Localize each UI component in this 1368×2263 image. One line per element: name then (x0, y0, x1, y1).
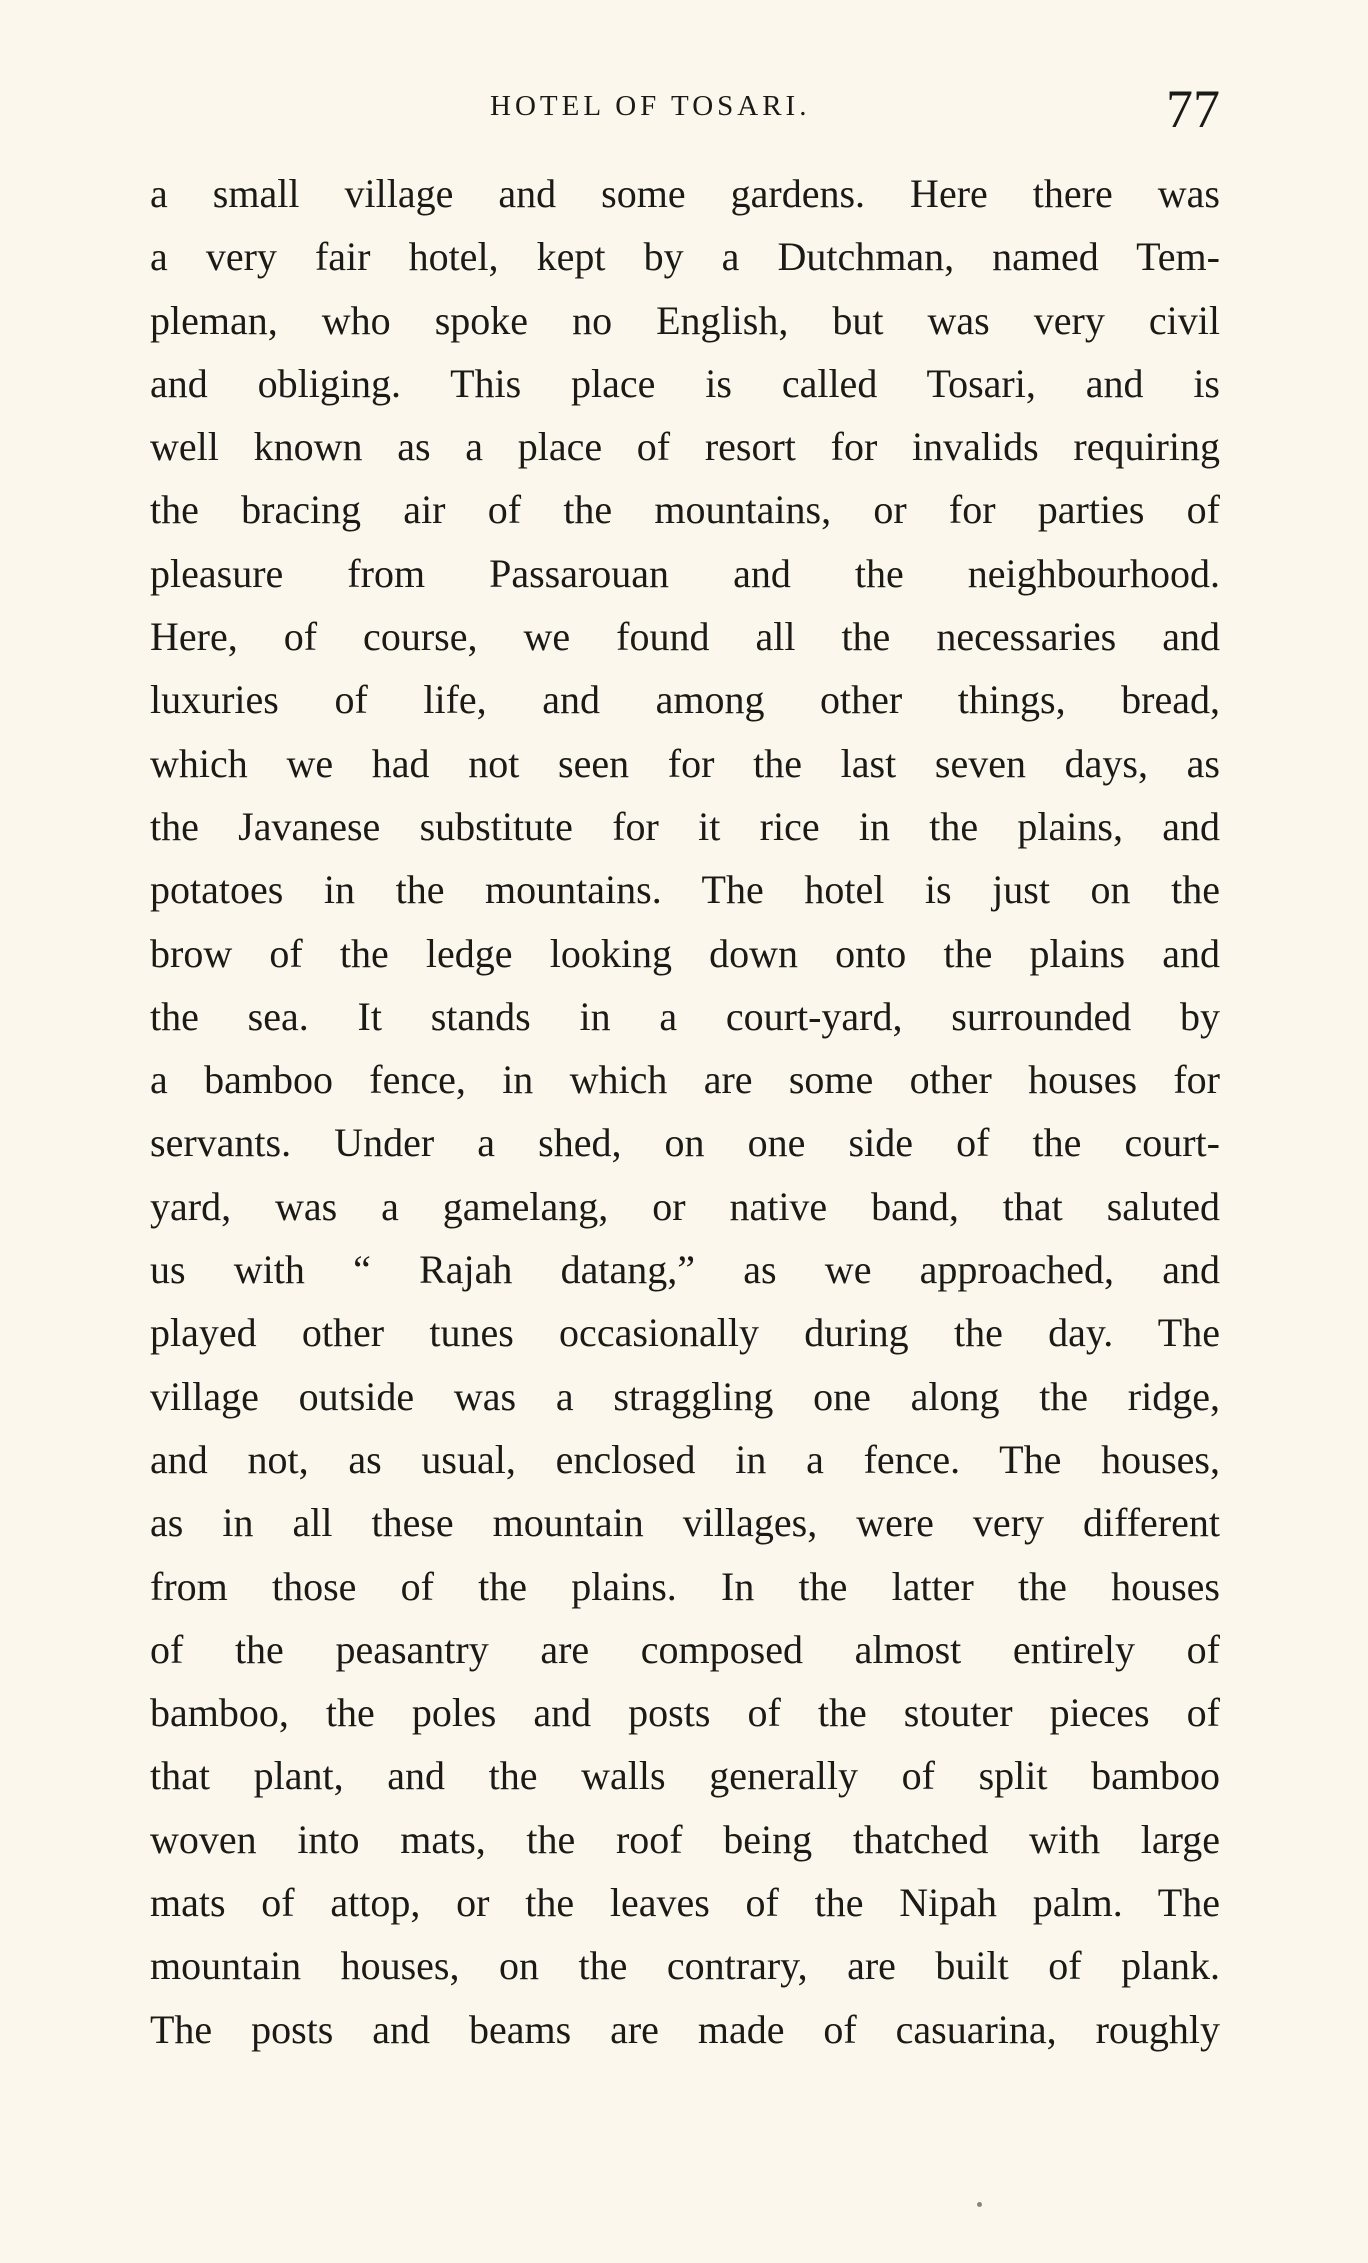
text-line: a small village and some gardens. Here there was (150, 171, 1220, 216)
text-line: as in all these mountain villages, were very different (150, 1500, 1220, 1546)
text-line: and not, as usual, enclosed in a fence. The houses, (150, 1436, 1220, 1482)
text-line: from those of the plains. In the latter the houses (150, 1563, 1220, 1609)
text-line: village outside was a straggling one along the ridge, (150, 1373, 1220, 1419)
page-number: 77 (1166, 79, 1220, 139)
text-line: bamboo, the poles and posts of the stouter pieces of (150, 1690, 1220, 1736)
text-line: and obliging. This place is called Tosari, and is (150, 360, 1220, 406)
text-line: the sea. It stands in a court-yard, surrounded by (150, 993, 1220, 1039)
text-line: mountain houses, on the contrary, are built of plank. (150, 1943, 1220, 1989)
ink-speck (977, 2202, 982, 2207)
text-line: the Javanese substitute for it rice in the plains, and (150, 803, 1220, 849)
running-title: HOTEL OF TOSARI. (490, 90, 811, 122)
text-line: luxuries of life, and among other things, bread, (150, 677, 1220, 723)
text-line: brow of the ledge looking down onto the plains and (150, 930, 1220, 976)
text-line: well known as a place of resort for invalids requiring (150, 424, 1220, 470)
text-line: Here, of course, we found all the necessaries and (150, 614, 1220, 660)
text-line: which we had not seen for the last seven days, as (150, 740, 1220, 786)
text-line: a bamboo fence, in which are some other houses for (150, 1057, 1220, 1103)
text-line: potatoes in the mountains. The hotel is just on the (150, 867, 1220, 913)
running-head (150, 78, 1220, 148)
text-line: of the peasantry are composed almost entirely of (150, 1626, 1220, 1672)
text-line: played other tunes occasionally during the day. The (150, 1310, 1220, 1356)
text-line: a very fair hotel, kept by a Dutchman, named Tem- (150, 234, 1220, 280)
text-line: yard, was a gamelang, or native band, that saluted (150, 1183, 1220, 1229)
body-text (150, 162, 1220, 2061)
text-line: us with “ Rajah datang,” as we approached, and (150, 1247, 1220, 1293)
text-line: servants. Under a shed, on one side of the court- (150, 1120, 1220, 1166)
text-line: that plant, and the walls generally of split bamboo (150, 1753, 1220, 1799)
text-line: The posts and beams are made of casuarina, roughly (150, 2006, 1220, 2052)
text-line: mats of attop, or the leaves of the Nipah palm. The (150, 1880, 1220, 1926)
text-line: pleasure from Passarouan and the neighbourhood. (150, 550, 1220, 596)
text-line: woven into mats, the roof being thatched with large (150, 1816, 1220, 1862)
text-line: pleman, who spoke no English, but was very civil (150, 297, 1220, 343)
text-line: the bracing air of the mountains, or for parties of (150, 487, 1220, 533)
